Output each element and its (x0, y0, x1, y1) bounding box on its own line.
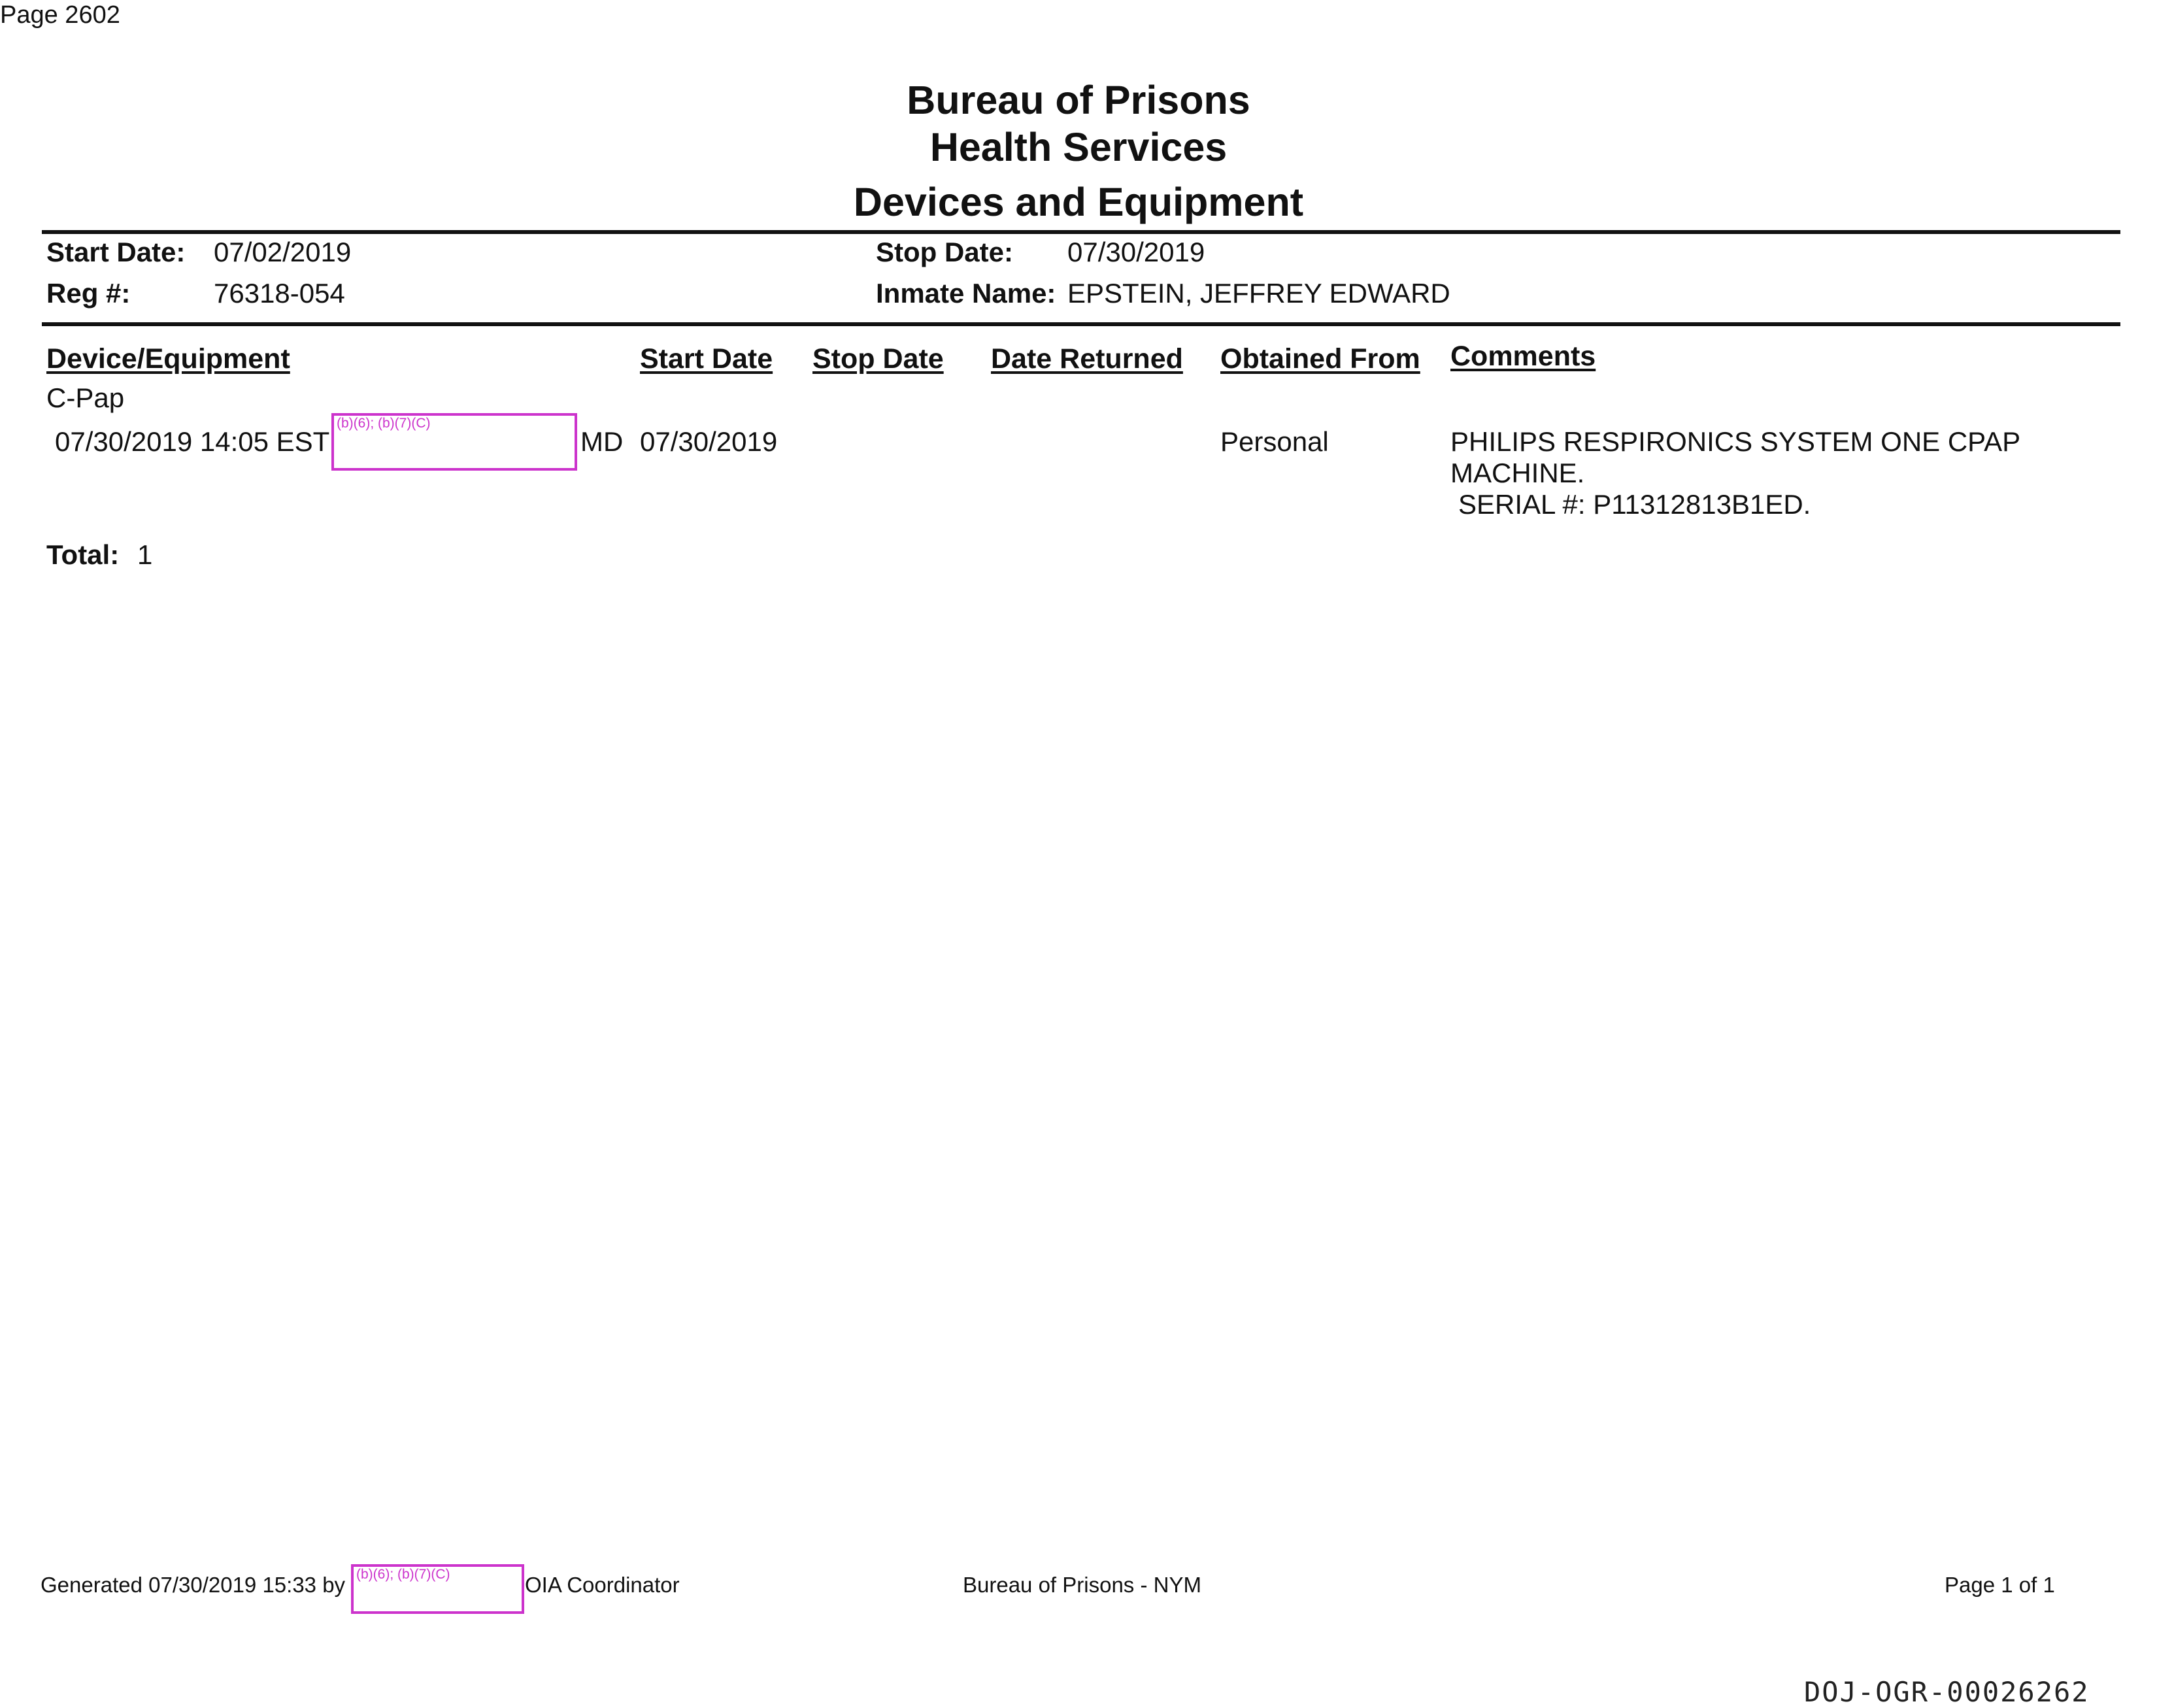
total-label: Total: (46, 539, 120, 570)
entry-comment-line-2: MACHINE. (1450, 458, 1585, 488)
device-name: C-Pap (46, 382, 125, 413)
redaction-box (331, 413, 577, 471)
header-report-title: Devices and Equipment (853, 180, 1304, 224)
column-header-date-returned: Date Returned (991, 343, 1183, 375)
column-header-obtained-from: Obtained From (1220, 343, 1420, 375)
entry-timestamp: 07/30/2019 14:05 EST (55, 426, 330, 457)
header-agency: Bureau of Prisons (907, 78, 1250, 122)
footer-role: OIA Coordinator (525, 1573, 680, 1597)
page-label: Page 2602 (0, 1, 120, 29)
column-header-device: Device/Equipment (46, 343, 290, 375)
header-department: Health Services (929, 125, 1228, 169)
footer-redaction-box (351, 1564, 524, 1614)
header-rule-bottom (42, 322, 2120, 326)
footer-page-number: Page 1 of 1 (1945, 1573, 2055, 1597)
stop-date-value: 07/30/2019 (1067, 237, 1205, 267)
column-header-comments: Comments (1450, 341, 1596, 372)
footer-redaction-code: (b)(6); (b)(7)(C) (356, 1567, 450, 1582)
entry-obtained-from: Personal (1220, 426, 1329, 457)
inmate-name-label: Inmate Name: (876, 278, 1056, 309)
header-rule-top (42, 230, 2120, 234)
redaction-code: (b)(6); (b)(7)(C) (337, 416, 431, 431)
total-value: 1 (137, 539, 153, 570)
reg-value: 76318-054 (214, 278, 345, 309)
document-id: DOJ-OGR-00026262 (1804, 1676, 2090, 1708)
column-header-start-date: Start Date (640, 343, 773, 375)
footer-facility: Bureau of Prisons - NYM (963, 1573, 1201, 1597)
start-date-label: Start Date: (46, 237, 186, 267)
entry-credential-suffix: MD (580, 426, 624, 457)
stop-date-label: Stop Date: (876, 237, 1013, 267)
column-header-stop-date: Stop Date (812, 343, 944, 375)
start-date-value: 07/02/2019 (214, 237, 352, 267)
entry-comment-line-1: PHILIPS RESPIRONICS SYSTEM ONE CPAP (1450, 426, 2021, 457)
reg-label: Reg #: (46, 278, 131, 309)
entry-start-date: 07/30/2019 (640, 426, 778, 457)
inmate-name-value: EPSTEIN, JEFFREY EDWARD (1067, 278, 1450, 309)
entry-comment-line-3: SERIAL #: P11312813B1ED. (1458, 489, 1811, 520)
footer-generated: Generated 07/30/2019 15:33 by (41, 1573, 346, 1597)
